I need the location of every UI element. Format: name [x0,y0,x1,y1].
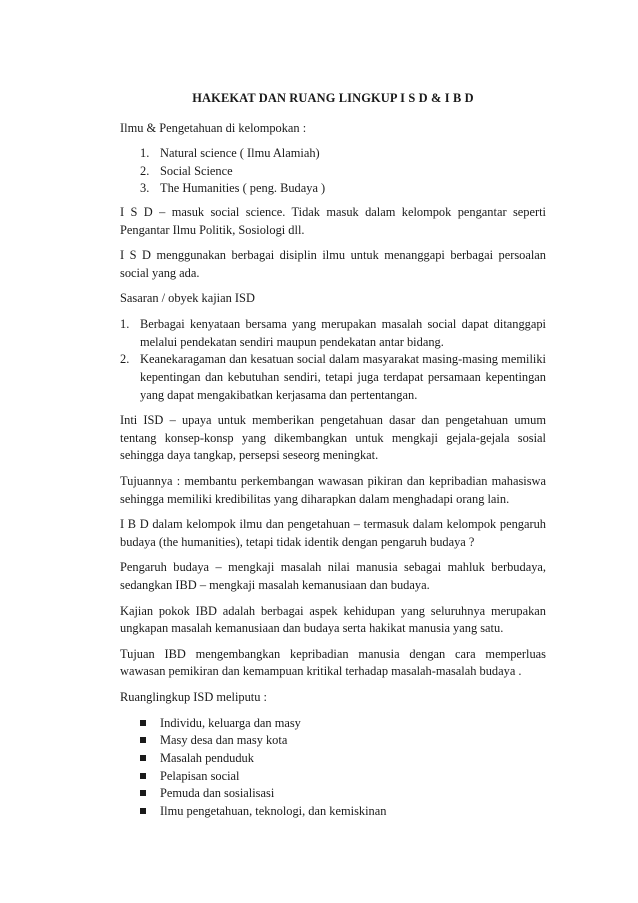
document-body [120,90,546,820]
list-item-text: Keanekaragaman dan kesatuan social dalam masyarakat masing-masing memiliki kepentingan dan kebutuhan sendiri, tetapi juga terdapat persamaan kepentingan yang dapat mengakibatkan kerjasama dan pertentangan. [140,352,546,402]
list-item [120,803,546,821]
isd-paragraph-1: I S D – masuk social science. Tidak masuk dalam kelompok pengantar seperti Pengantar Ilmu Politik, Sosiologi dll. [120,205,546,237]
ibd-paragraph: I B D dalam kelompok ilmu dan pengetahuan – termasuk dalam kelompok pengaruh budaya (the humanities), tetapi tidak identik dengan pengaruh budaya ? [120,517,546,549]
list-number: 3. [140,181,150,196]
kajian-paragraph: Kajian pokok IBD adalah berbagai aspek kehidupan yang seluruhnya merupakan ungkapan masalah kemanusiaan dan budaya serta hakikat manusia yang satu. [120,603,546,636]
list-item-text: Berbagai kenyataan bersama yang merupakan masalah social dapat ditanggapi melalui pendekatan sendiri maupun pendekatan antar bidang. [140,317,546,349]
list-item [120,180,546,198]
inti-paragraph: Inti ISD – upaya untuk memberikan pengetahuan dasar dan pengetahuan umum tentang konsep-konsp yang dikembangkan untuk mengkaji gejala-gejala sosial sehingga daya tangkap, persepsi seseorg meningkat. [120,413,546,463]
list-item-text: Masy desa dan masy kota [160,733,288,748]
list-item-text: Individu, keluarga dan masy [160,715,301,730]
list-item [120,732,546,750]
square-bullet-icon [140,790,146,796]
list-item [120,163,546,181]
list-item-text: Natural science ( Ilmu Alamiah) [160,146,320,161]
list-item [120,715,546,733]
tujuan-paragraph: Tujuannya : membantu perkembangan wawasan pikiran dan kepribadian mahasiswa sehingga memiliki kredibilitas yang diharapkan dalam menghadapi orang lain. [120,473,546,506]
pengaruh-paragraph: Pengaruh budaya – mengkaji masalah nilai manusia sebagai mahluk berbudaya, sedangkan IBD – mengkaji masalah kemanusiaan dan budaya. [120,560,546,593]
intro-paragraph: Ilmu & Pengetahuan di kelompokan : [120,120,307,135]
list-number: 1. [120,317,130,332]
page-title: HAKEKAT DAN RUANG LINGKUP I S D & I B D [192,91,474,105]
list-item-text: Social Science [160,163,233,178]
list-item-text: The Humanities ( peng. Budaya ) [160,181,326,196]
square-bullet-icon [140,808,146,814]
tujuan-ibd-paragraph: Tujuan IBD mengembangkan kepribadian manusia dengan cara memperluas wawasan pemikiran dan kemampuan kritikal terhadap masalah-masalah budaya . [120,646,546,679]
ruanglingkup-list [120,715,546,821]
square-bullet-icon [140,773,146,779]
square-bullet-icon [140,720,146,726]
list-number: 1. [140,146,150,161]
square-bullet-icon [140,755,146,761]
isd-paragraph-2: I S D menggunakan berbagai disiplin ilmu untuk menanggapi berbagai persoalan social yang ada. [120,248,546,280]
sasaran-heading: Sasaran / obyek kajian ISD [120,291,255,306]
list-number: 2. [120,352,130,367]
category-list [120,145,546,198]
list-item-text: Pemuda dan sosialisasi [160,786,275,801]
list-item [120,785,546,803]
list-item-text: Pelapisan social [160,768,240,783]
list-item [120,145,546,163]
sasaran-list [120,316,546,404]
ruanglingkup-heading: Ruanglingkup ISD meliputu : [120,690,267,705]
list-number: 2. [140,163,150,178]
list-item-text: Ilmu pengetahuan, teknologi, dan kemiskinan [160,803,387,818]
list-item [120,768,546,786]
list-item [120,351,546,404]
square-bullet-icon [140,737,146,743]
list-item [120,750,546,768]
list-item [120,316,546,351]
list-item-text: Masalah penduduk [160,750,254,765]
